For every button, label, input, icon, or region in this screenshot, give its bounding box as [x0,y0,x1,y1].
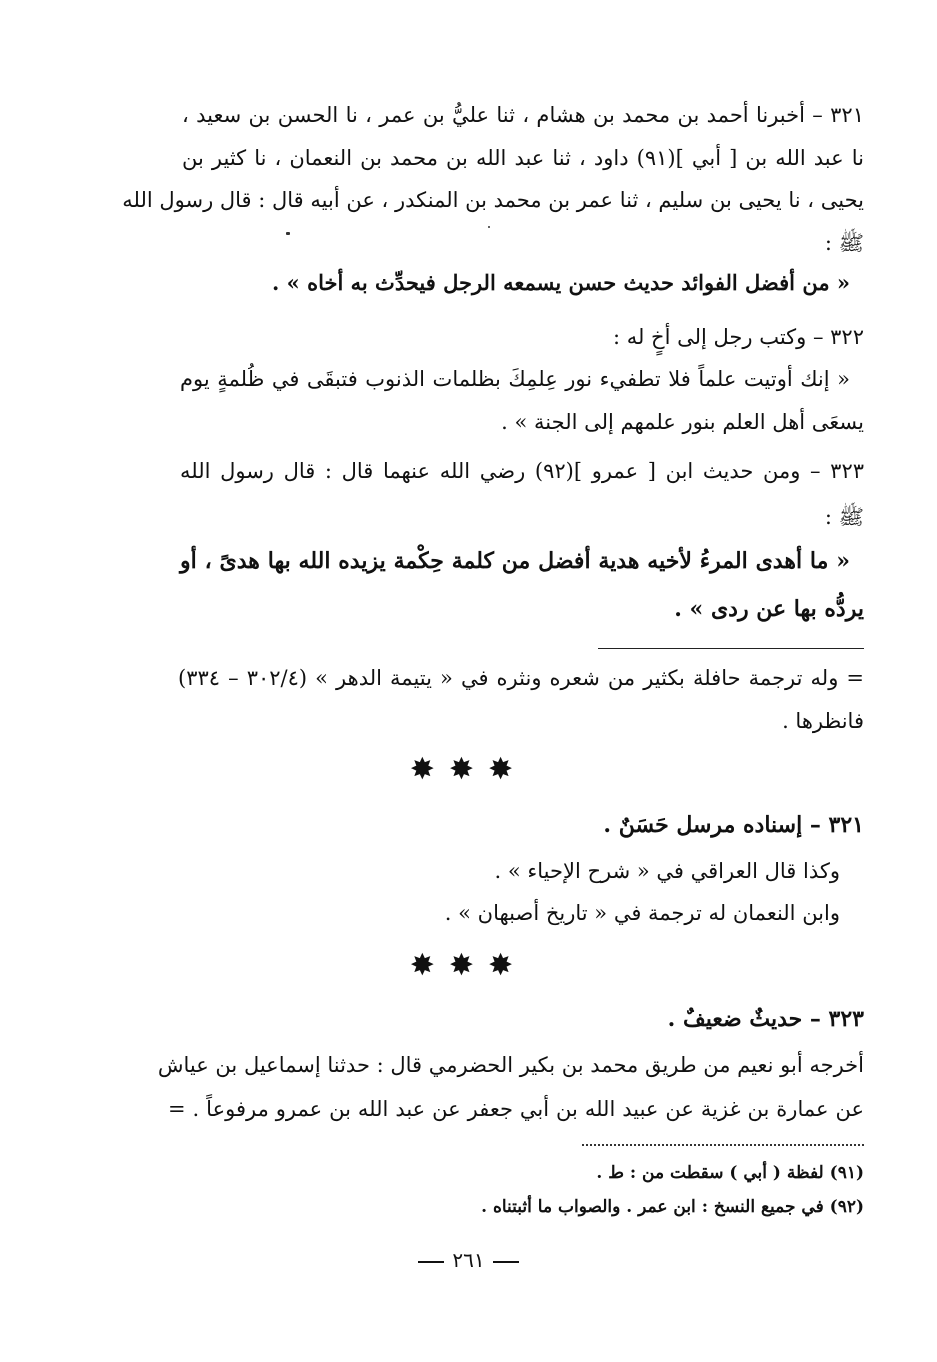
takhrij-321-line-1: وكذا قال العراقي في « شرح الإحياء » . [494,859,840,883]
page-number-dash-right [493,1261,519,1263]
hadith-322-line-1: ٣٢٢ – وكتب رجل إلى أخٍ له : [612,325,864,349]
separator-stars-2: ✸✸✸ [409,948,528,983]
hadith-321-line-1: ٣٢١ – أخبرنا أحمد بن محمد بن هشام ، ثنا عليُّ بن عمر ، نا الحسن بن سعيد ، [182,103,864,127]
continuation-line-2: فانظرها . [782,709,864,733]
hadith-321-line-3: يحيى ، نا يحيى بن سليم ، ثنا عمر بن محمد بن المنكدر ، عن أبيه قال : قال رسول الله [122,188,864,212]
hadith-322-line-2: « إنك أوتيت علماً فلا تطفيء نور عِلمِكَ بظلمات الذنوب فتبقَى في ظُلمةٍ يوم [180,367,850,391]
hadith-321-line-4: ﷺ : [824,231,864,255]
separator-stars-1: ✸✸✸ [409,752,528,787]
hadith-323-matn-2: يردُّه بها عن ردى » . [674,596,864,622]
hadith-321-matn: « من أفضل الفوائد حديث حسن يسمعه الرجل فيحدِّث به أخاه » . [272,270,850,295]
hadith-323-line-2: ﷺ : [824,505,864,529]
scan-speck [286,232,290,235]
scan-speck [488,226,490,228]
footnote-91: (٩١) لفظة ( أبي ) سقطت من : ط . [596,1163,864,1183]
hadith-323-matn-1: « ما أهدى المرءُ لأخيه هدية أفضل من كلمة حِكْمة يزيده الله بها هدىً ، أو [180,548,850,574]
page-number [0,1248,937,1272]
hadith-321-line-2: نا عبد الله بن [ أبي ](٩١) داود ، ثنا عبد الله بن محمد بن النعمان ، نا كثير بن [182,146,864,170]
page-number-value: ٢٦١ [452,1248,485,1272]
takhrij-323-line-1: أخرجه أبو نعيم من طريق محمد بن بكير الحضرمي قال : حدثنا إسماعيل بن عياش [157,1053,864,1077]
takhrij-323-heading: ٣٢٣ – حديثٌ ضعيفٌ . [667,1006,864,1032]
takhrij-321-heading: ٣٢١ – إسناده مرسل حَسَنٌ . [603,812,864,838]
hadith-322-line-3: يسعَى أهل العلم بنور علمهم إلى الجنة » . [501,410,864,434]
takhrij-321-line-2: وابن النعمان له ترجمة في « تاريخ أصبهان » . [444,901,840,925]
takhrij-323-line-2: عن عمارة بن غزية عن عبيد الله بن أبي جعفر عن عبد الله بن عمرو مرفوعاً . = [168,1097,864,1121]
hadith-323-line-1: ٣٢٣ – ومن حديث ابن [ عمرو ](٩٢) رضي الله عنهما قال : قال رسول الله [180,459,865,483]
section-rule [598,648,864,649]
footnote-rule [582,1144,864,1146]
continuation-line-1: = وله ترجمة حافلة بكثير من شعره ونثره في « يتيمة الدهر » (٣٠٢/٤ – ٣٣٤) [178,666,865,690]
page-number-dash-left [418,1261,444,1263]
footnote-92: (٩٢) في جميع النسخ : ابن عمر . والصواب ما أثبتناه . [481,1197,864,1217]
